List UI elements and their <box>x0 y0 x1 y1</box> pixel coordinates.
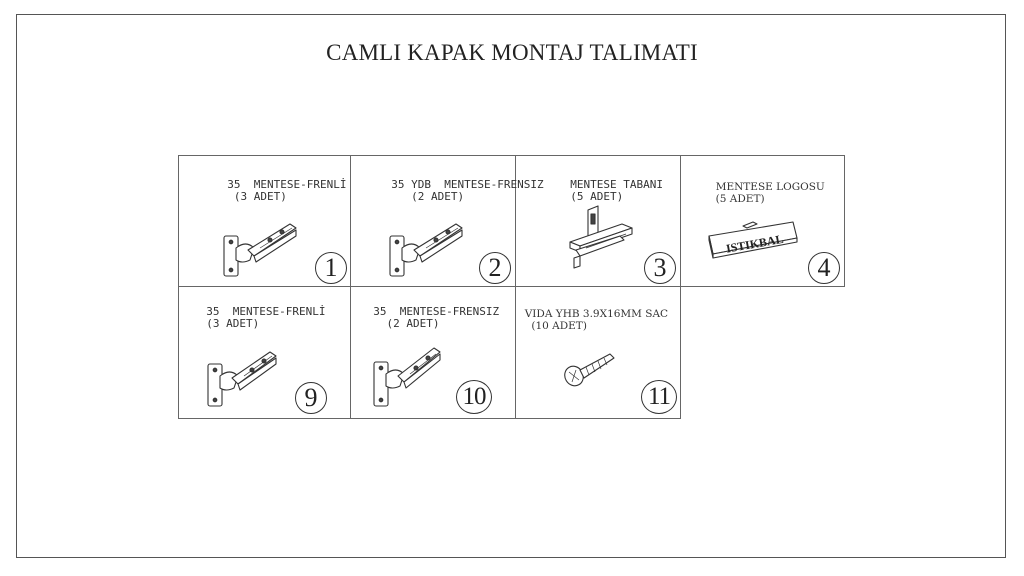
hinge-icon <box>386 218 466 280</box>
logo-text: ISTIKBAL <box>724 231 785 256</box>
hinge-icon <box>204 344 284 410</box>
hinge-logo-cover-icon <box>707 218 801 262</box>
part-number-badge: 1 <box>315 252 347 284</box>
part-label: 35 YDB MENTESE-FRENSIZ (2 ADET) <box>378 178 544 203</box>
part-label: 35 MENTESE-FRENSIZ (2 ADET) <box>360 305 500 330</box>
part-number-badge: 10 <box>456 380 492 414</box>
part-number-badge: 3 <box>644 252 676 284</box>
part-number-badge: 11 <box>641 380 677 414</box>
part-label: 35 MENTESE-FRENLİ (3 ADET) <box>193 305 326 330</box>
page-title: CAMLI KAPAK MONTAJ TALIMATI <box>326 40 698 65</box>
part-number-badge: 4 <box>808 252 840 284</box>
hinge-icon <box>370 342 450 410</box>
screw-icon <box>562 348 618 390</box>
hinge-base-plate-icon <box>566 206 636 270</box>
part-number-badge: 9 <box>295 382 327 414</box>
part-label: VIDA YHB 3.9X16MM SAC (10 ADET) <box>518 308 669 332</box>
hinge-icon <box>220 218 300 280</box>
part-label: MENTESE LOGOSU (5 ADET) <box>709 181 825 205</box>
part-label: MENTESE TABANI (5 ADET) <box>557 178 663 203</box>
part-label: 35 MENTESE-FRENLİ (3 ADET) <box>214 178 347 203</box>
part-number-badge: 2 <box>479 252 511 284</box>
